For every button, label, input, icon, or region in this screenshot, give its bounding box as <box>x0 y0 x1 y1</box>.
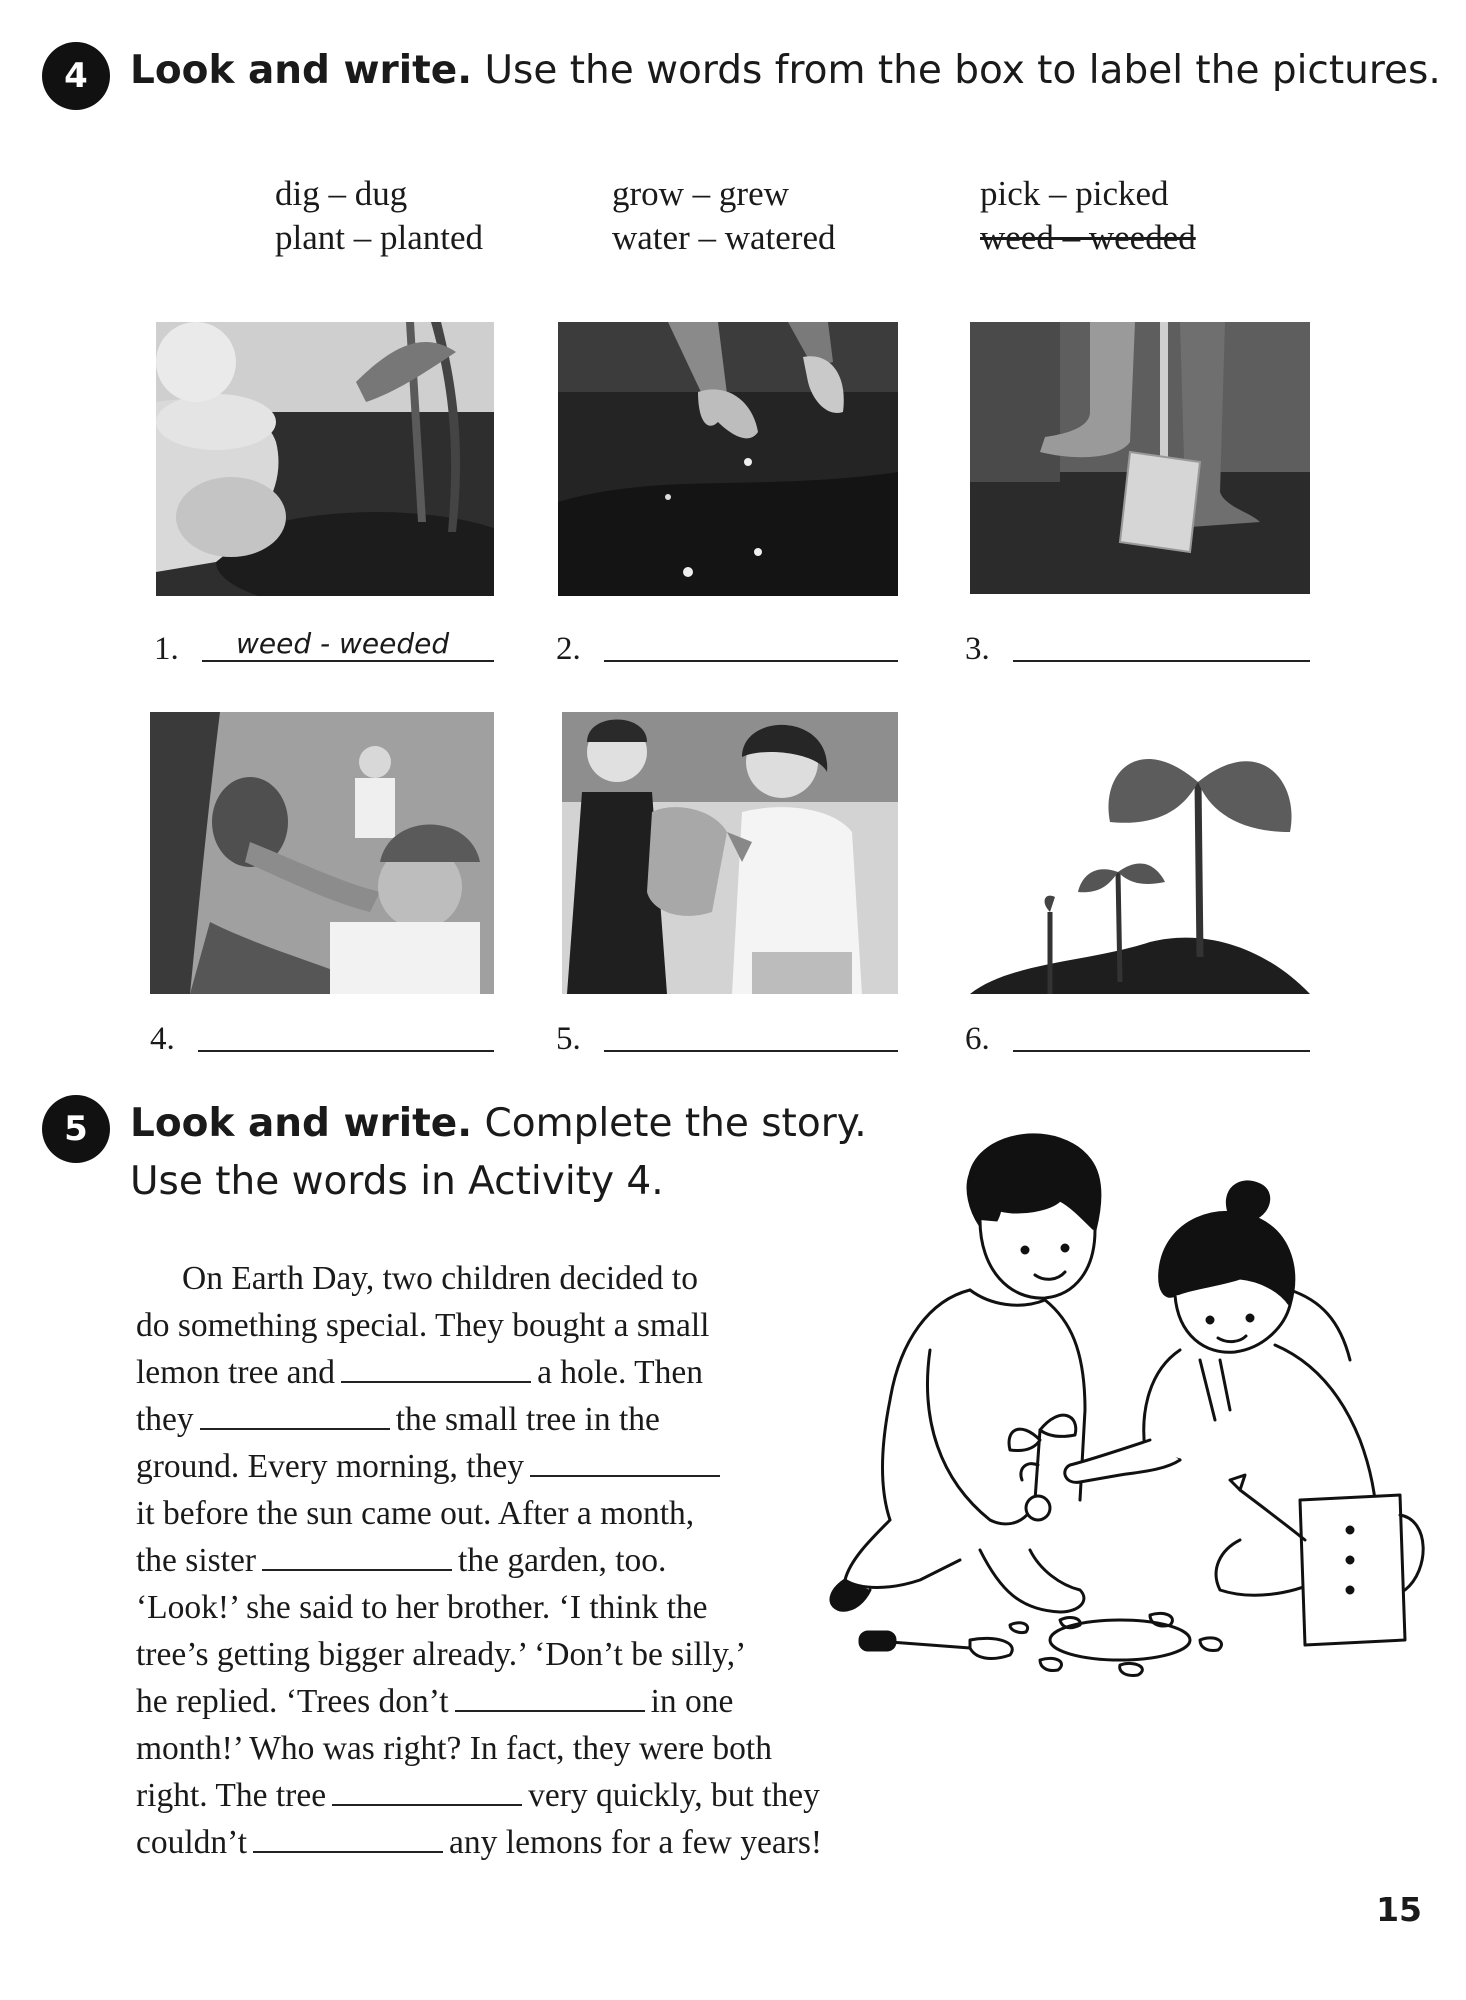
story-text-segment: the garden, too. <box>458 1542 667 1579</box>
answer-line[interactable] <box>604 660 898 662</box>
story-text-segment: they <box>136 1401 194 1438</box>
word-pair: dig – dug <box>275 174 408 213</box>
photo-picking <box>150 712 494 994</box>
label-5 <box>556 1008 898 1058</box>
word-box-col-2 <box>612 172 835 260</box>
label-3 <box>965 618 1310 668</box>
story-line: ‘Look!’ she said to her brother. ‘I think the <box>136 1589 708 1626</box>
story-line <box>136 1678 896 1725</box>
story-blank-3[interactable] <box>530 1447 720 1477</box>
handwritten-answer: weed - weeded <box>236 627 450 660</box>
label-number: 4. <box>150 1021 175 1057</box>
story-line <box>136 1396 896 1443</box>
photo-watering <box>562 712 898 994</box>
answer-line[interactable] <box>1013 1050 1310 1052</box>
word-pair: pick – picked <box>980 174 1169 213</box>
word-box-col-3 <box>980 172 1196 260</box>
activity-5-title-line-2: Use the words in Activity 4. <box>130 1159 664 1204</box>
word-pair: grow – grew <box>612 174 789 213</box>
label-4 <box>150 1008 494 1058</box>
story-line: tree’s getting bigger already.’ ‘Don’t be silly,’ <box>136 1636 747 1673</box>
story-line <box>136 1772 896 1819</box>
story-text-segment: in one <box>650 1683 734 1720</box>
answer-line[interactable] <box>1013 660 1310 662</box>
story-line: On Earth Day, two children decided to <box>182 1260 698 1297</box>
story-blank-5[interactable] <box>455 1682 645 1712</box>
story-text-segment: a hole. Then <box>537 1354 703 1391</box>
story-blank-4[interactable] <box>262 1541 452 1571</box>
word-pair-crossed-out: weed – weeded <box>980 218 1196 257</box>
story-line: it before the sun came out. After a month, <box>136 1495 695 1532</box>
label-number: 1. <box>154 631 179 667</box>
story-text-segment: very quickly, but they <box>528 1777 820 1814</box>
story-text-segment: he replied. ‘Trees don’t <box>136 1683 449 1720</box>
activity-5-instruction <box>130 1095 867 1211</box>
photo-digging <box>970 322 1310 594</box>
story-blank-6[interactable] <box>332 1776 522 1806</box>
photo-planting <box>558 322 898 596</box>
activity-4-instruction <box>130 42 1441 100</box>
activity-4-title-rest: Use the words from the box to label the pictures. <box>484 48 1441 93</box>
story-line <box>136 1443 896 1490</box>
activity-5-number-badge: 5 <box>42 1095 110 1163</box>
story-text-segment: lemon tree and <box>136 1354 336 1391</box>
story-text-segment: the sister <box>136 1542 257 1579</box>
story-blank-2[interactable] <box>200 1400 390 1430</box>
activity-4-header <box>42 42 1441 110</box>
story-text-segment: ground. Every morning, they <box>136 1448 524 1485</box>
story-line: month!’ Who was right? In fact, they were both <box>136 1730 772 1767</box>
activity-4-title-bold: Look and write. <box>130 48 473 93</box>
story-blank-7[interactable] <box>253 1823 443 1853</box>
label-1 <box>154 618 494 668</box>
activity-5-title-bold: Look and write. <box>130 1101 473 1146</box>
photo-weeding <box>156 322 494 596</box>
label-number: 5. <box>556 1021 581 1057</box>
label-2 <box>556 618 898 668</box>
story-text-segment: the small tree in the <box>395 1401 660 1438</box>
page-number: 15 <box>1376 1890 1422 1929</box>
story-line <box>136 1349 896 1396</box>
activity-5-title-rest: Complete the story. <box>484 1101 867 1146</box>
activity-4-number-badge: 4 <box>42 42 110 110</box>
story-line <box>136 1537 896 1584</box>
activity-5-header <box>42 1095 867 1211</box>
word-pair: water – watered <box>612 218 836 257</box>
story-text <box>136 1255 896 1866</box>
answer-line[interactable] <box>198 1050 494 1052</box>
word-box-col-1 <box>275 172 483 260</box>
word-pair: plant – planted <box>275 218 484 257</box>
illustration-children-planting <box>820 1120 1430 1680</box>
story-line <box>136 1819 896 1866</box>
story-blank-1[interactable] <box>341 1353 531 1383</box>
label-number: 2. <box>556 631 581 667</box>
story-line: do something special. They bought a small <box>136 1307 710 1344</box>
answer-line[interactable] <box>202 660 494 662</box>
story-text-segment: any lemons for a few years! <box>449 1824 823 1861</box>
label-number: 6. <box>965 1021 990 1057</box>
photo-growing <box>970 712 1310 994</box>
story-text-segment: couldn’t <box>136 1824 248 1861</box>
label-6 <box>965 1008 1310 1058</box>
story-text-segment: right. The tree <box>136 1777 327 1814</box>
answer-line[interactable] <box>604 1050 898 1052</box>
label-number: 3. <box>965 631 990 667</box>
